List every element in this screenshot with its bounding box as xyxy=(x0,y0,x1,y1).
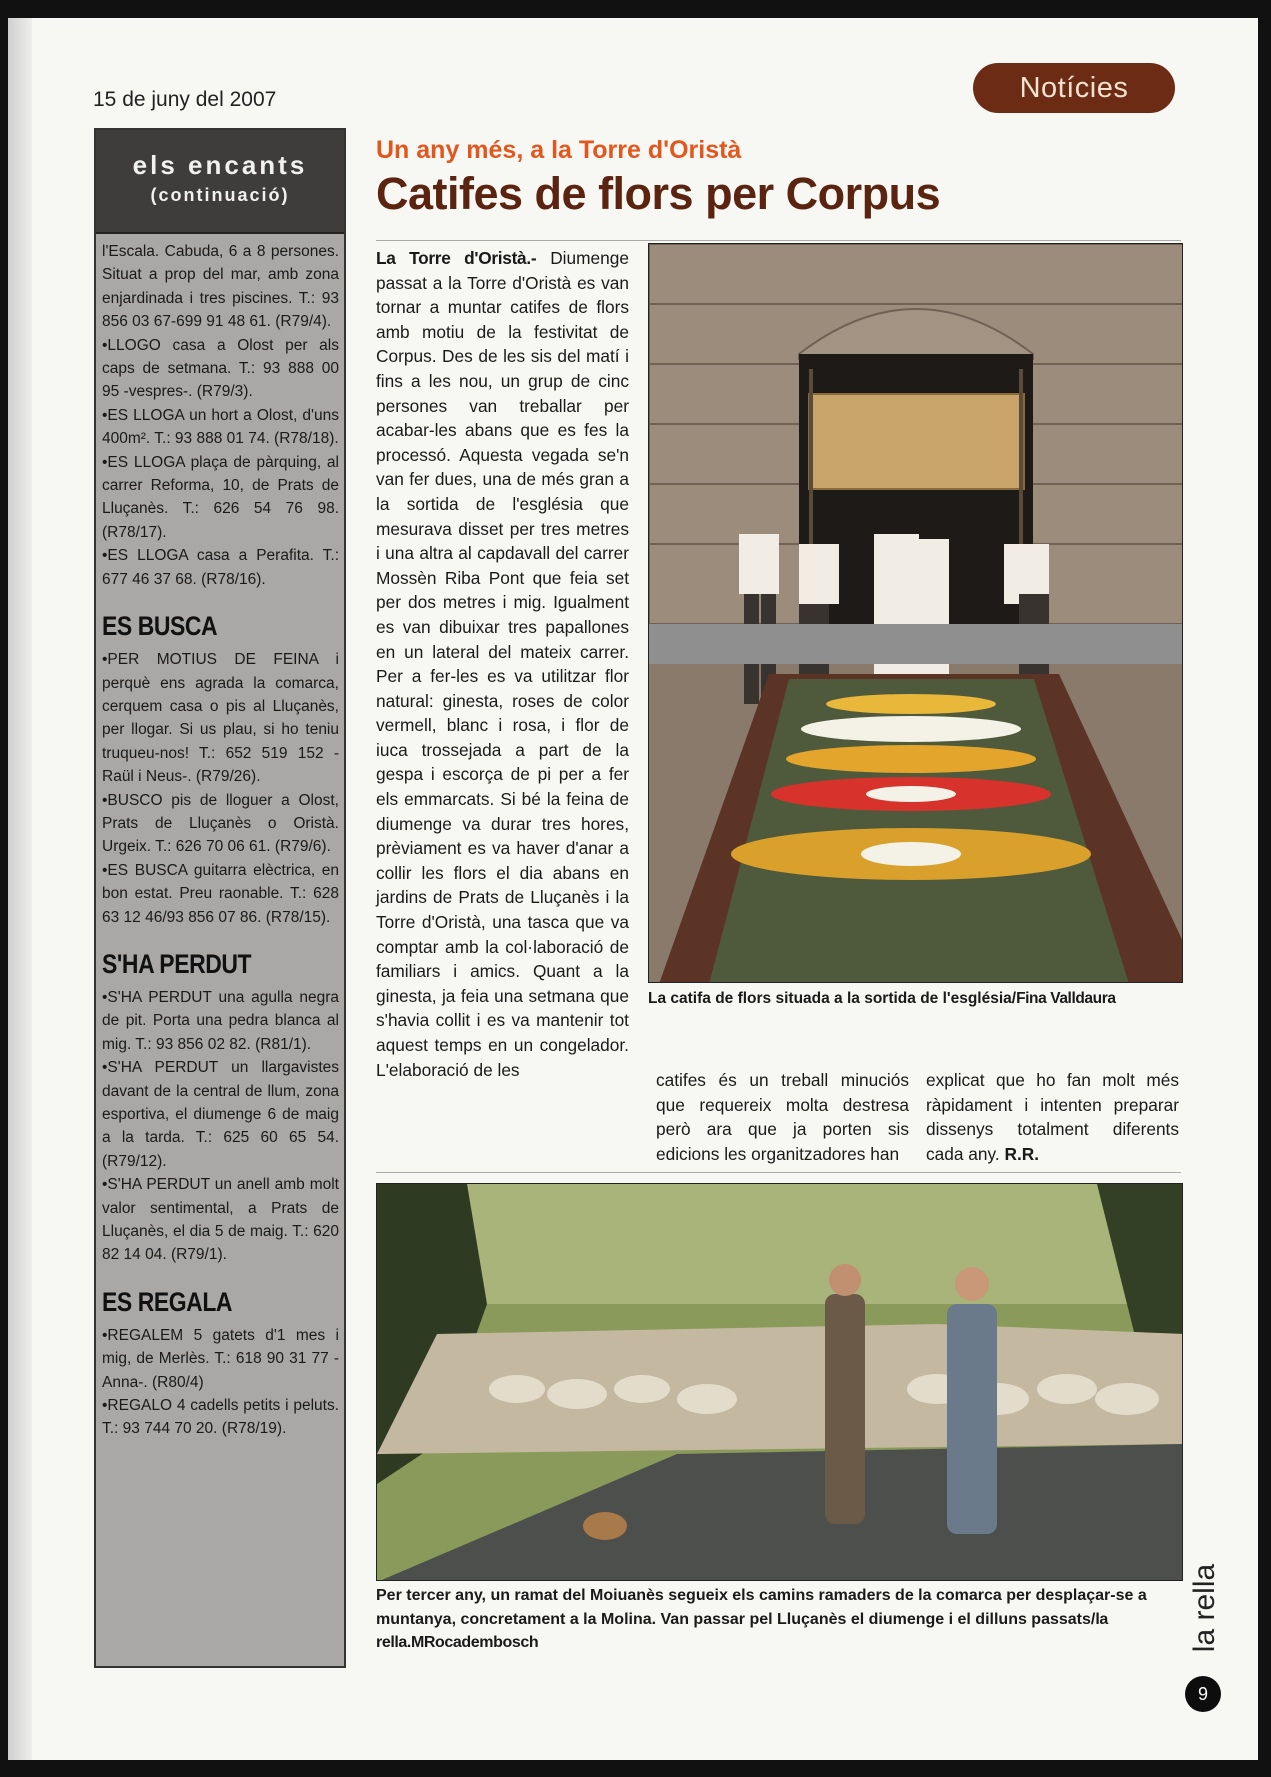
classifieds-body xyxy=(96,234,344,1441)
brand-label: la rella xyxy=(1188,1563,1221,1653)
divider xyxy=(376,1172,1181,1173)
divider xyxy=(376,240,1181,241)
photo-caption xyxy=(648,988,1183,1010)
article-column-2 xyxy=(656,1068,909,1166)
classifieds-header xyxy=(96,130,344,234)
classified-ad: •ES LLOGA un hort a Olost, d'uns 400m². T.: 93 888 01 74. (R78/18). xyxy=(102,406,339,448)
photo-caption xyxy=(376,1584,1181,1655)
classified-ad: •BUSCO pis de lloguer a Olost, Prats de Lluçanès o Oristà. Urgeix. T.: 626 70 06 61. (R79/6). xyxy=(102,791,339,856)
classified-ad: •S'HA PERDUT una agulla negra de pit. Porta una pedra blanca al mig. T.: 93 856 02 82. (R81/1). xyxy=(102,988,339,1053)
photo-caption-text: La catifa de flors situada a la sortida de l'església/ xyxy=(648,990,1017,1007)
regala-heading: ES REGALA xyxy=(102,1286,233,1317)
classified-ad: •REGALEM 5 gatets d'1 mes i mig, de Merlès. T.: 618 90 31 77 -Anna-. (R80/4) xyxy=(102,1326,339,1391)
classified-ad: •ES LLOGA casa a Perafita. T.: 677 46 37 68. (R78/16). xyxy=(102,547,339,588)
sheep-herd-photo xyxy=(376,1183,1183,1581)
church-procession-photo xyxy=(648,243,1183,983)
photo-credit: Fina Valldaura xyxy=(1016,990,1116,1007)
busca-heading: ES BUSCA xyxy=(102,611,218,642)
classified-ad: •REGALO 4 cadells petits i peluts. T.: 93 744 70 20. (R78/19). xyxy=(102,1397,339,1438)
classified-ad: •LLOGO casa a Olost per als caps de setmana. T.: 93 888 00 95 -vespres-. (R79/3). xyxy=(102,336,339,401)
classified-ad: •ES LLOGA plaça de pàrquing, al carrer Reforma, 10, de Prats de Lluçanès. T.: 626 54 76 98. (R78/17). xyxy=(102,453,339,541)
page-number: 9 xyxy=(1185,1676,1221,1712)
photo-caption-text: Per tercer any, un ramat del Moiuanès segueix els camins ramaders de la comarca per desplaçar-se a muntanya, concretament a la Molina. Van passar pel Lluçanès el diumenge i el dilluns passats/ xyxy=(376,1587,1147,1628)
classifieds-subtitle: (continuació) xyxy=(150,185,290,205)
church-procession-image xyxy=(649,244,1183,983)
classified-ad: l'Escala. Cabuda, 6 a 8 persones. Situat a prop del mar, amb zona enjardinada i tres piscines. T.: 93 856 03 67-699 91 48 61. (R79/4). xyxy=(102,243,339,331)
article-column-1 xyxy=(376,246,629,1082)
magazine-brand xyxy=(1180,1553,1230,1663)
issue-date: 15 de juny del 2007 xyxy=(93,88,277,111)
classified-ad: •S'HA PERDUT un llargavistes davant de la central de llum, zona esportiva, el diumenge 6 de maig a la tarda. T.: 625 60 65 54. (R79/12). xyxy=(102,1059,339,1170)
article-headline: Catifes de flors per Corpus xyxy=(376,168,941,219)
article-lead-in: La Torre d'Oristà.- xyxy=(376,248,537,268)
article-body-text: Diumenge passat a la Torre d'Oristà es van tornar a muntar catifes de flors amb motiu de la festivitat de Corpus. Des de les sis del matí i fins a les nou, un grup de cinc persones van treballar per acabar-les abans que es fes la processó. Aquesta vegada se'n van fer dues, una de més gran a la sortida de l'església que mesurava disset per tres metres i una altra al capdavall del carrer Mossèn Riba Pont que feia set per dos metres i mig. Igualment es van dibuixar tres papallones en un lateral del mateix carrer. Per a fer-les es va utilitzar flor natural: ginesta, roses de color vermell, blanc i rosa, i flor de iuca trossejada a part de la gespa i escorça de pi per a fer els emmarcats. Si bé la feina de diumenge va durar tres hores, prèviament es va haver d'anar a collir les flors el dia abans en jardins de Prats de Lluçanès i la Torre d'Oristà, una tasca que va comptar amb la col·laboració de familiars i amics. Quant a la ginesta, ja feia una setmana que s'havia collit i es va mantenir tot aquest temps en un congelador. L'elaboració de les xyxy=(376,248,629,1080)
article-signature: R.R. xyxy=(1004,1143,1040,1164)
classified-ad: •PER MOTIUS DE FEINA i perquè ens agrada la comarca, cerquem casa o pis al Lluçanès, per llogar. Si us plau, si ho teniu truqueu-nos! T.: 652 519 152 -Raül i Neus-. (R79/26). xyxy=(102,651,339,786)
classified-ad: •ES BUSCA guitarra elèctrica, en bon estat. Preu raonable. T.: 628 63 12 46/93 856 07 86. (R78/15). xyxy=(102,861,339,926)
classified-ad: •S'HA PERDUT un anell amb molt valor sentimental, a Prats de Lluçanès, el dia 5 de maig. T.: 620 82 14 04. (R79/1). xyxy=(102,1176,339,1264)
article-body-text: catifes és un treball minuciós que requereix molta destresa però ara que ja porten sis edicions les organitzadores han xyxy=(656,1070,909,1164)
section-badge: Notícies xyxy=(973,63,1175,113)
article-kicker: Un any més, a la Torre d'Oristà xyxy=(376,136,742,164)
magazine-page xyxy=(8,18,1258,1760)
classifieds-title: els encants xyxy=(132,150,308,180)
sheep-herd-image xyxy=(377,1184,1183,1581)
photo-credit: la rella.MRocadembosch xyxy=(376,1610,1108,1651)
perdut-heading: S'HA PERDUT xyxy=(102,948,252,979)
article-body-text: explicat que ho fan molt més ràpidament i intenten preparar dissenys totalment diferents cada any. xyxy=(926,1070,1179,1164)
classifieds-sidebar xyxy=(94,128,346,1668)
article-column-3 xyxy=(926,1068,1179,1166)
